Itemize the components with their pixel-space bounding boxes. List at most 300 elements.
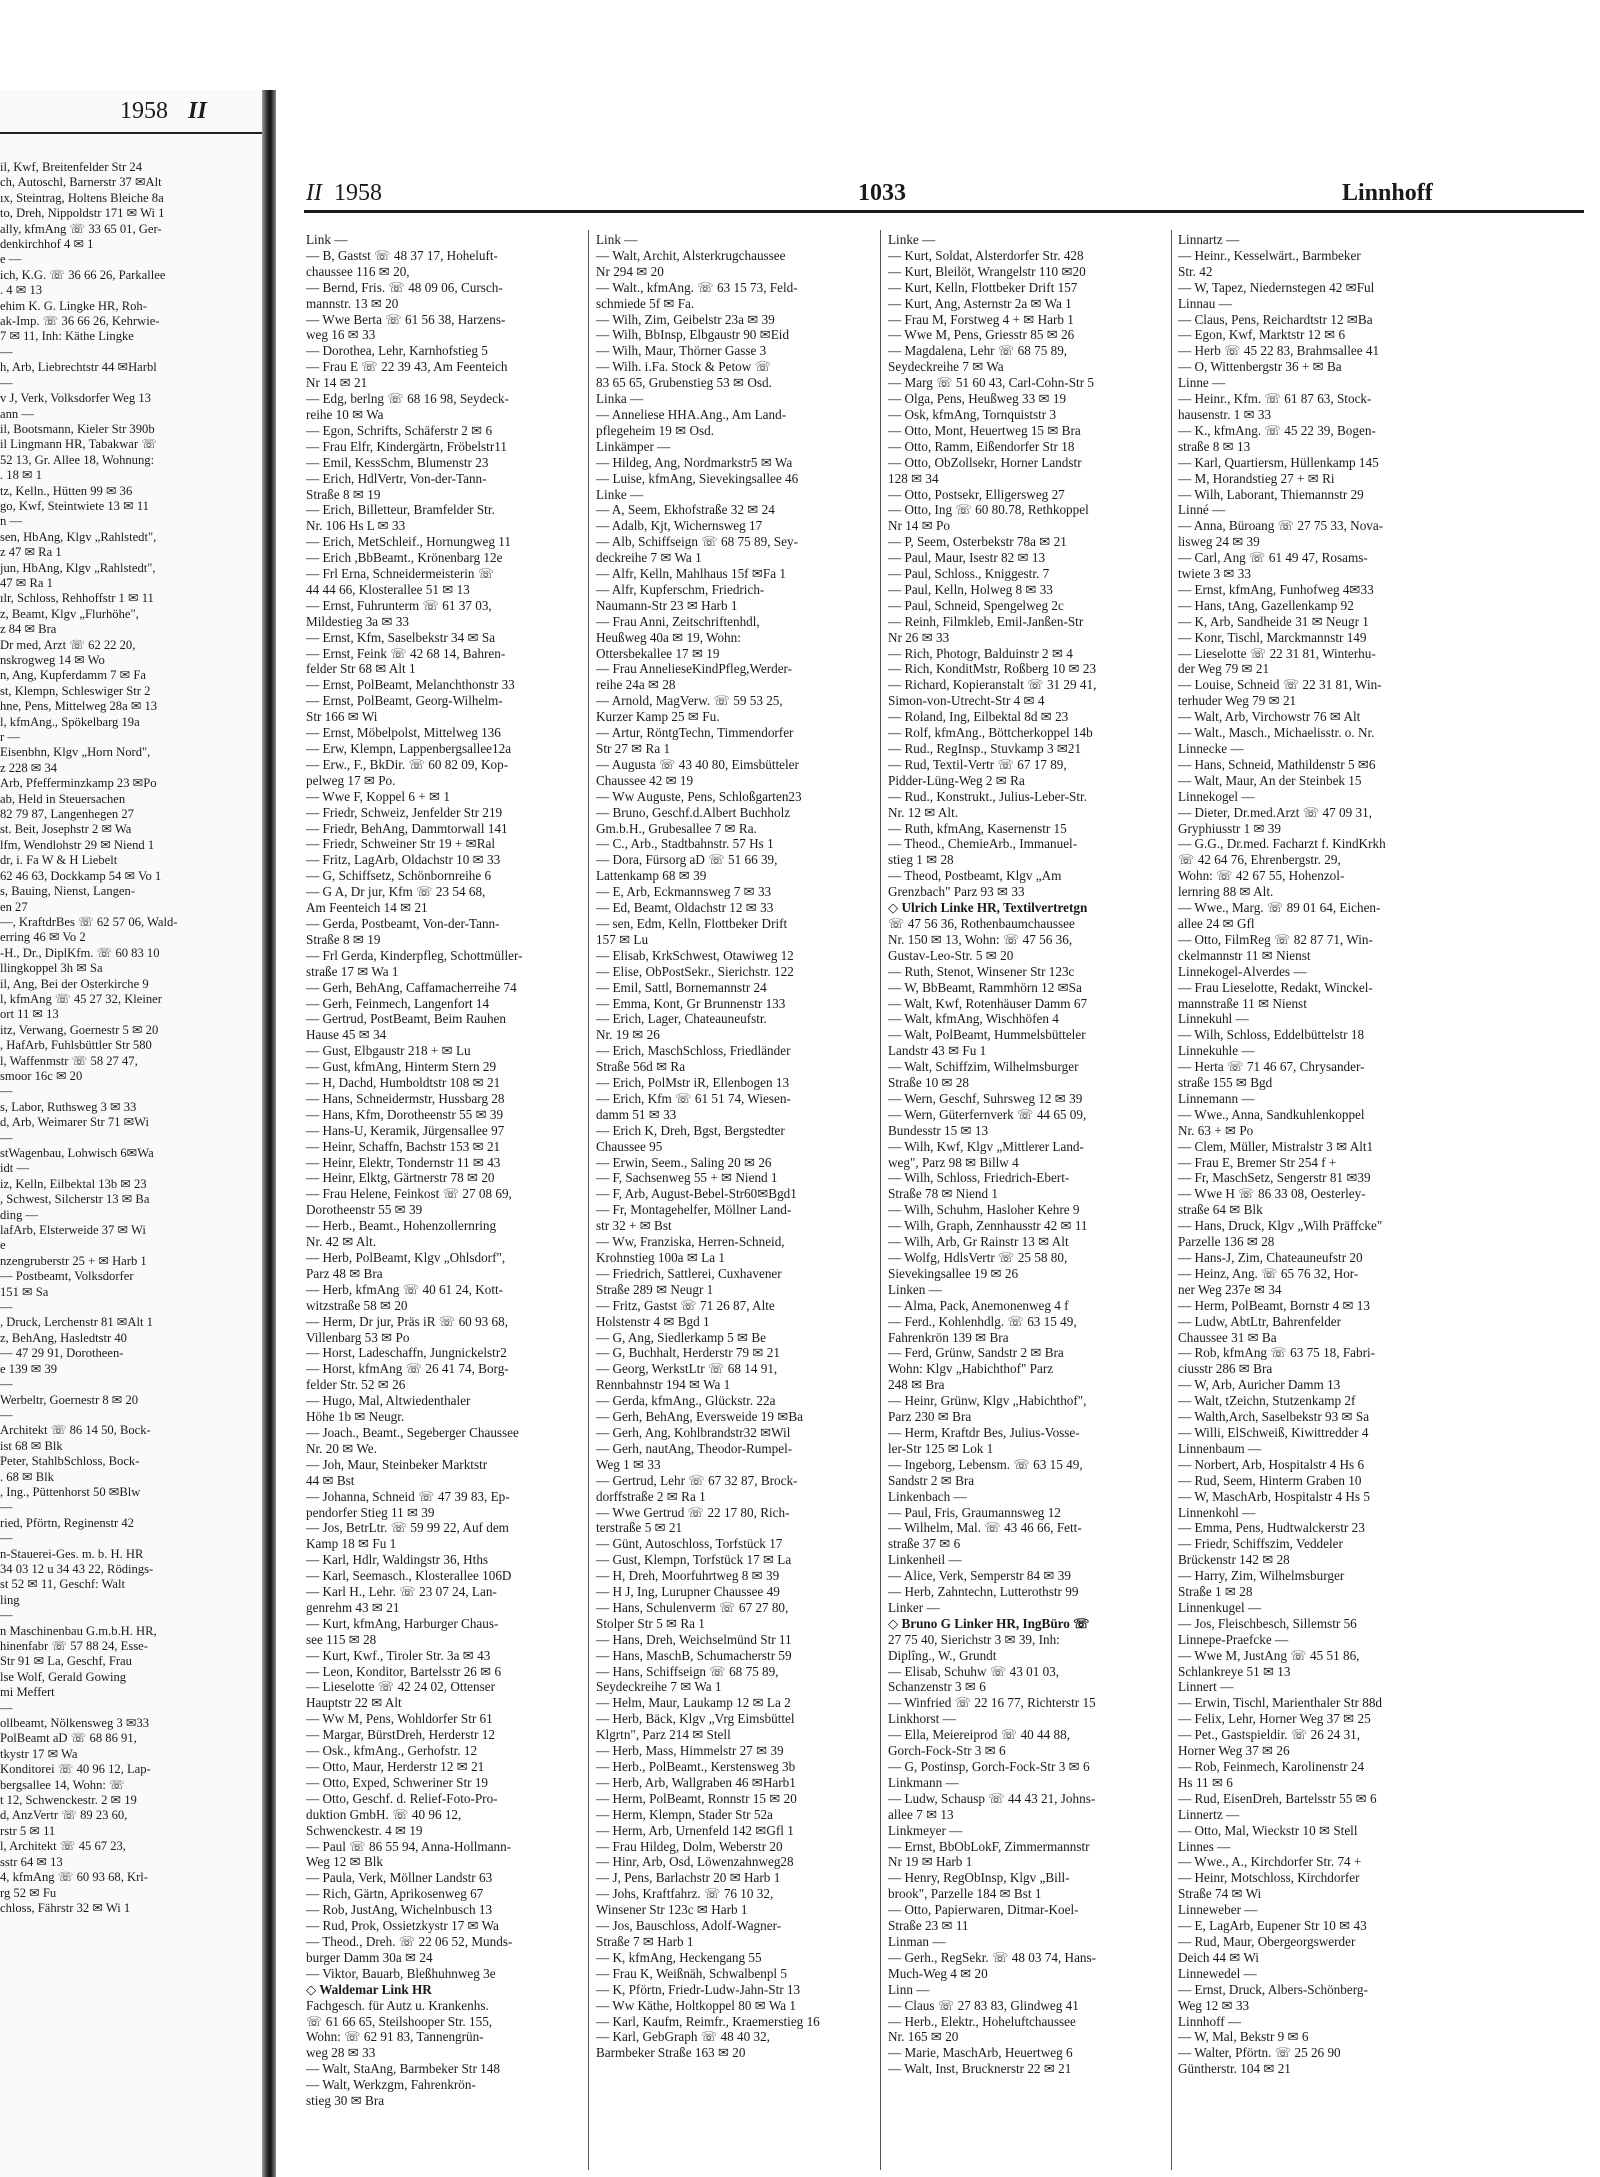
directory-entry: Gm.b.H., Grubesallee 7 ✉ Ra. — [596, 820, 757, 836]
directory-entry: — Heinr, Schaffn, Bachstr 153 ✉ 21 — [306, 1138, 501, 1154]
left-page-line: z 47 ✉ Ra 1 — [0, 545, 62, 560]
directory-entry: 248 ✉ Bra — [888, 1377, 945, 1393]
directory-entry: — Alfr, Kupferschm, Friedrich- — [596, 581, 765, 597]
left-page-line: —, KraftdrBes ☏ 62 57 06, Wald- — [0, 914, 178, 929]
directory-entry: — Bruno, Geschf.d.Albert Buchholz — [596, 804, 791, 820]
directory-column-1 — [306, 232, 581, 2109]
directory-entry: — H, Dreh, Moorfuhrtweg 8 ✉ 39 — [596, 1568, 780, 1584]
directory-entry: — Walt, tZeichn, Stutzenkamp 2f — [1178, 1393, 1356, 1409]
left-page-header — [120, 98, 207, 125]
surname-heading: Linkmann — — [888, 1774, 959, 1790]
directory-entry: — Ernst, Möbelpolst, Mittelweg 136 — [306, 725, 501, 741]
left-page-line: — — [0, 1608, 13, 1623]
directory-entry: 27 75 40, Sierichstr 3 ✉ 39, Inh: — [888, 1631, 1060, 1647]
directory-entry: felder Str. 52 ✉ 26 — [306, 1377, 406, 1393]
directory-entry: — G.G., Dr.med. Facharzt f. KindKrkh — [1178, 836, 1386, 852]
surname-heading: Link — — [306, 232, 348, 247]
directory-entry: — Gerh, Feinmech, Langenfort 14 — [306, 995, 490, 1011]
directory-entry: Höhe 1b ✉ Neugr. — [306, 1409, 405, 1425]
directory-entry: allee 7 ✉ 13 — [888, 1806, 954, 1822]
right-header-volume: II — [306, 180, 322, 206]
directory-entry: — Hans, Druck, Klgv „Wilh Präffcke" — [1178, 1218, 1383, 1234]
left-page-line: . 18 ✉ 1 — [0, 468, 43, 483]
directory-entry: — Fritz, LagArb, Oldachstr 10 ✉ 33 — [306, 852, 501, 868]
directory-entry: — Theod., ChemieArb., Immanuel- — [888, 836, 1078, 852]
directory-column-2 — [596, 232, 873, 2061]
directory-entry: — Wwe Gertrud ☏ 22 17 80, Rich- — [596, 1504, 790, 1520]
directory-entry: — Paula, Verk, Möllner Landstr 63 — [306, 1870, 493, 1886]
directory-entry: straße 8 ✉ 13 — [1178, 438, 1251, 454]
directory-entry: — Walt, Werkzgm, Fahrenkrön- — [306, 2077, 476, 2093]
surname-heading: Linnenbaum — — [1178, 1440, 1262, 1456]
left-page-line: hinenfabr ☏ 57 88 24, Esse- — [0, 1639, 148, 1653]
directory-entry: straße 17 ✉ Wa 1 — [306, 963, 399, 979]
directory-entry: — Elisab, Schuhw ☏ 43 01 03, — [888, 1663, 1060, 1679]
directory-entry: — Heinr, Elktg, Gärtnerstr 78 ✉ 20 — [306, 1170, 495, 1186]
directory-entry: — Herb, Zahntechn, Lutterothstr 99 — [888, 1584, 1079, 1600]
left-page-line: s, Bauing, Nienst, Langen- — [0, 884, 136, 899]
directory-entry: Rennbahnstr 194 ✉ Wa 1 — [596, 1377, 731, 1393]
directory-entry: — Günt, Autoschloss, Torfstück 17 — [596, 1536, 783, 1552]
column-divider — [1171, 230, 1172, 2170]
directory-entry: — Otto, Mont, Heuertweg 15 ✉ Bra — [888, 422, 1081, 438]
directory-entry: — Ernst, Druck, Albers-Schönberg- — [1178, 1981, 1368, 1997]
directory-entry: terhuder Weg 79 ✉ 21 — [1178, 693, 1297, 709]
directory-entry: — G A, Dr jur, Kfm ☏ 23 54 68, — [306, 884, 486, 900]
directory-entry: — Paul ☏ 86 55 94, Anna-Hollmann- — [306, 1838, 512, 1854]
directory-entry: — Roland, Ing, Eilbektal 8d ✉ 23 — [888, 709, 1069, 725]
directory-entry: Grenzbach" Parz 93 ✉ 33 — [888, 884, 1025, 900]
left-page-line: n Maschinenbau G.m.b.H. HR, — [0, 1623, 157, 1638]
directory-entry: — Willi, ElSchweiß, Kiwittredder 4 — [1178, 1424, 1369, 1440]
book-gutter — [262, 90, 276, 2177]
directory-entry: — Wilh, Arb, Gr Rainstr 13 ✉ Alt — [888, 1234, 1069, 1250]
directory-entry: — Olga, Pens, Heußweg 33 ✉ 19 — [888, 391, 1067, 407]
left-page-line: stWagenbau, Lohwisch 6✉Wa — [0, 1146, 154, 1160]
left-header-year: 1958 — [120, 98, 168, 124]
left-page-line: dr, i. Fa W & H Liebelt — [0, 853, 118, 868]
directory-entry: — Frau E ☏ 22 39 43, Am Feenteich — [306, 359, 508, 375]
left-page-line: Arb, Pfefferminzkamp 23 ✉Po — [0, 776, 157, 791]
left-page-line: st 52 ✉ 11, Geschf: Walt — [0, 1577, 125, 1592]
directory-entry: — Frau Lieselotte, Redakt, Winckel- — [1178, 979, 1373, 995]
directory-entry: — Leon, Konditor, Bartelsstr 26 ✉ 6 — [306, 1663, 502, 1679]
left-page-line: tkystr 17 ✉ Wa — [0, 1746, 78, 1761]
directory-entry: — Walt, Schiffzim, Wilhelmsburger — [888, 1059, 1079, 1075]
scan-margin-top — [0, 0, 1600, 90]
directory-entry: — Theod., Dreh. ☏ 22 06 52, Munds- — [306, 1933, 513, 1949]
surname-heading: Linnert — — [1178, 1679, 1234, 1695]
directory-entry: Wohn: Klgv „Habichthof" Parz — [888, 1361, 1054, 1377]
directory-entry: Holstenstr 4 ✉ Bgd 1 — [596, 1313, 710, 1329]
left-page-column — [0, 160, 258, 1916]
directory-entry: — G, Buchhalt, Herderstr 79 ✉ 21 — [596, 1345, 780, 1361]
directory-entry: Diplîng., W., Grundt — [888, 1647, 997, 1663]
left-page-line: d, AnzVertr ☏ 89 23 60, — [0, 1808, 128, 1823]
directory-entry: 44 44 66, Klosterallee 51 ✉ 13 — [306, 581, 470, 597]
directory-entry: — Ernst, PolBeamt, Melanchthonstr 33 — [306, 677, 515, 693]
left-page-line: chloss, Fährstr 32 ✉ Wi 1 — [0, 1900, 131, 1915]
directory-entry: Str 27 ✉ Ra 1 — [596, 741, 671, 756]
directory-entry: — Otto, ObZollsekr, Horner Landstr — [888, 454, 1082, 470]
directory-entry: reihe 24a ✉ 28 — [596, 677, 676, 693]
directory-entry: — Dorothea, Lehr, Karnhofstieg 5 — [306, 343, 488, 359]
left-page-line: 4, kfmAng ☏ 60 93 68, Krl- — [0, 1870, 148, 1885]
left-page-line: , Ing., Püttenhorst 50 ✉Blw — [0, 1484, 141, 1499]
directory-entry: 83 65 65, Grubenstieg 53 ✉ Osd. — [596, 375, 772, 391]
left-page-line: n — — [0, 514, 23, 529]
left-page-line: lfm, Wendlohstr 29 ✉ Niend 1 — [0, 837, 155, 852]
directory-entry: — Alice, Verk, Semperstr 84 ✉ 39 — [888, 1568, 1071, 1584]
directory-entry: Nr 14 ✉ 21 — [306, 375, 368, 391]
directory-entry: — Wilhelm, Mal. ☏ 43 46 66, Fett- — [888, 1520, 1082, 1536]
surname-heading: Linnekogel — — [1178, 788, 1255, 804]
directory-entry: Wohn: ☏ 42 67 55, Hohenzol- — [1178, 868, 1345, 884]
directory-entry: — Gust, kfmAng, Hinterm Stern 29 — [306, 1059, 497, 1075]
directory-entry: Barmbeker Straße 163 ✉ 20 — [596, 2045, 746, 2061]
directory-entry: see 115 ✉ 28 — [306, 1631, 377, 1647]
directory-entry: — Frau E, Bremer Str 254 f + — [1178, 1154, 1337, 1170]
directory-entry: — Kurt, Ang, Asternstr 2a ✉ Wa 1 — [888, 295, 1072, 311]
left-page-line: Konditorei ☏ 40 96 12, Lap- — [0, 1762, 151, 1777]
directory-entry: Heußweg 40a ✉ 19, Wohn: — [596, 629, 741, 645]
directory-entry: — W, MaschArb, Hospitalstr 4 Hs 5 — [1178, 1488, 1370, 1504]
directory-entry: — Walt, Maur, An der Steinbek 15 — [1178, 772, 1362, 788]
directory-entry: ler-Str 125 ✉ Lok 1 — [888, 1440, 994, 1456]
directory-entry: Straße 23 ✉ 11 — [888, 1918, 969, 1934]
directory-entry: — Rob, kfmAng ☏ 63 75 18, Fabri- — [1178, 1345, 1376, 1361]
left-page-line: ehim K. G. Lingke HR, Roh- — [0, 298, 147, 313]
directory-entry: deckreihe 7 ✉ Wa 1 — [596, 550, 702, 566]
left-page-line: l, kfmAng ☏ 45 27 32, Kleiner — [0, 991, 162, 1006]
column-divider — [880, 230, 881, 2170]
directory-entry: — Frau Helene, Feinkost ☏ 27 08 69, — [306, 1186, 512, 1202]
directory-entry: — Otto, Papierwaren, Ditmar-Koel- — [888, 1902, 1079, 1918]
directory-entry: — Karl, Hdlr, Waldingstr 36, Hths — [306, 1552, 489, 1568]
left-page-line: . 4 ✉ 13 — [0, 283, 43, 298]
page-number: 1033 — [858, 180, 906, 206]
directory-entry: — Herb., PolBeamt., Kerstensweg 3b — [596, 1759, 796, 1774]
directory-entry: — Gertrud, Lehr ☏ 67 32 87, Brock- — [596, 1472, 798, 1488]
directory-entry: — Rich, KonditMstr, Roßberg 10 ✉ 23 — [888, 661, 1097, 677]
directory-entry: — Ernst, PolBeamt, Georg-Wilhelm- — [306, 693, 503, 709]
directory-entry: Chaussee 95 — [596, 1138, 663, 1154]
directory-entry: — Herb, PolBeamt, Klgv „Ohlsdorf", — [306, 1250, 506, 1265]
directory-entry: — Ludw, Schausp ☏ 44 43 21, Johns- — [888, 1790, 1096, 1806]
directory-entry: — Wilh, Schuhm, Hasloher Kehre 9 — [888, 1202, 1080, 1218]
directory-entry: — Wilh, Zim, Geibelstr 23a ✉ 39 — [596, 311, 775, 327]
directory-entry: — Emil, KessSchm, Blumenstr 23 — [306, 454, 489, 470]
left-page-line: Peter, StahlbSchloss, Bock- — [0, 1454, 140, 1469]
directory-entry: — Hildeg, Ang, Nordmarkstr5 ✉ Wa — [596, 454, 793, 470]
directory-entry: — Otto, Geschf. d. Relief-Foto-Pro- — [306, 1790, 498, 1806]
directory-entry: — Fritz, Gastst ☏ 71 26 87, Alte — [596, 1297, 775, 1313]
left-page-line: itz, Verwang, Goernestr 5 ✉ 20 — [0, 1022, 159, 1037]
surname-heading: Linnekogel-Alverdes — — [1178, 963, 1307, 979]
left-page-line: il, Ang, Bei der Osterkirche 9 — [0, 976, 149, 991]
directory-entry: Nr 294 ✉ 20 — [596, 263, 664, 279]
left-page-line: sstr 64 ✉ 13 — [0, 1854, 63, 1869]
directory-entry: — Horst, kfmAng ☏ 26 41 74, Borg- — [306, 1361, 509, 1377]
left-header-volume: II — [188, 98, 207, 124]
left-page-line: n, Ang, Kupferdamm 7 ✉ Fa — [0, 668, 146, 683]
column-divider — [588, 230, 589, 2170]
left-page-line: idt — — [0, 1161, 30, 1176]
directory-entry: — Herm, Klempn, Stader Str 52a — [596, 1806, 773, 1822]
directory-entry: — Heinr., Kfm. ☏ 61 87 63, Stock- — [1178, 391, 1372, 407]
left-page-line: 52 13, Gr. Allee 18, Wohnung: — [0, 452, 155, 467]
directory-entry: — G, Postinsp, Gorch-Fock-Str 3 ✉ 6 — [888, 1759, 1090, 1774]
directory-entry: — Ferd., Kohlenhdlg. ☏ 63 15 49, — [888, 1313, 1077, 1329]
directory-entry: Nr. 20 ✉ We. — [306, 1440, 377, 1456]
directory-entry: Nr. 106 Hs L ✉ 33 — [306, 518, 406, 534]
directory-entry: Horner Weg 37 ✉ 26 — [1178, 1743, 1290, 1759]
directory-entry: — W, Mal, Bekstr 9 ✉ 6 — [1178, 2029, 1309, 2045]
left-page-line: — Postbeamt, Volksdorfer — [0, 1269, 134, 1284]
directory-entry: — sen, Edm, Kelln, Flottbeker Drift — [596, 915, 788, 931]
directory-column-3 — [888, 232, 1168, 2077]
directory-entry: — Paul, Schneid, Spengelweg 2c — [888, 597, 1064, 613]
directory-entry: — Reinh, Filmkleb, Emil-Janßen-Str — [888, 613, 1084, 629]
directory-entry: — Emma, Kont, Gr Brunnenstr 133 — [596, 995, 786, 1011]
running-head: Linnhoff — [1342, 180, 1433, 206]
directory-entry: — Osk, kfmAng, Tornquiststr 3 — [888, 406, 1057, 422]
directory-entry: Sievekingsallee 19 ✉ 26 — [888, 1265, 1019, 1281]
directory-entry: Landstr 43 ✉ Fu 1 — [888, 1043, 987, 1059]
left-page-line: z, BehAng, Hasledtstr 40 — [0, 1330, 127, 1345]
directory-entry: Parz 230 ✉ Bra — [888, 1409, 972, 1425]
directory-entry: — Kurt, Kelln, Flottbeker Drift 157 — [888, 279, 1078, 295]
left-page-line: n-Stauerei-Ges. m. b. H. HR — [0, 1546, 144, 1561]
directory-entry: — Paul, Schloss., Kniggestr. 7 — [888, 566, 1050, 582]
directory-entry: — Rud, EisenDreh, Bartelsstr 55 ✉ 6 — [1178, 1790, 1377, 1806]
directory-entry: — Herb, Mass, Himmelstr 27 ✉ 39 — [596, 1743, 784, 1759]
directory-entry: — Kurt, Kwf., Tiroler Str. 3a ✉ 43 — [306, 1647, 491, 1663]
directory-entry: — F, Arb, August-Bebel-Str60✉Bgd1 — [596, 1186, 797, 1202]
left-page-line: . 68 ✉ Blk — [0, 1469, 54, 1484]
directory-entry: ☏ 42 64 76, Ehrenbergstr. 29, — [1178, 852, 1341, 868]
surname-heading: Linnecke — — [1178, 741, 1244, 756]
directory-entry: — F, Sachsenweg 55 + ✉ Niend 1 — [596, 1170, 778, 1186]
left-page-line: , HafArb, Fuhlsbüttler Str 580 — [0, 1038, 152, 1053]
directory-entry: — Otto, Maur, Herderstr 12 ✉ 21 — [306, 1759, 485, 1774]
directory-entry: reihe 10 ✉ Wa — [306, 406, 384, 422]
directory-entry: — Luise, kfmAng, Sievekingsallee 46 — [596, 470, 799, 486]
directory-entry: — Friedrich, Sattlerei, Cuxhavener — [596, 1265, 782, 1281]
directory-entry: — Ferd, Grünw, Sandstr 2 ✉ Bra — [888, 1345, 1064, 1361]
surname-heading: Linnenkohl — — [1178, 1504, 1256, 1520]
directory-entry: — Friedr, Schiffszim, Veddeler — [1178, 1536, 1343, 1552]
directory-entry: — Herm, Dr jur, Präs iR ☏ 60 93 68, — [306, 1313, 509, 1329]
directory-entry: — Rud., RegInsp., Stuvkamp 3 ✉21 — [888, 741, 1082, 756]
directory-entry: straße 155 ✉ Bgd — [1178, 1075, 1273, 1091]
directory-entry: Simon-von-Utrecht-Str 4 ✉ 4 — [888, 693, 1045, 709]
directory-entry: — E, LagArb, Eupener Str 10 ✉ 43 — [1178, 1918, 1367, 1934]
directory-entry: — Magdalena, Lehr ☏ 68 75 89, — [888, 343, 1068, 359]
directory-entry: — Walt, kfmAng, Wischhöfen 4 — [888, 1011, 1059, 1027]
directory-entry: straße 37 ✉ 6 — [888, 1536, 961, 1552]
directory-entry: — Jos, BetrLtr. ☏ 59 99 22, Auf dem — [306, 1520, 509, 1536]
directory-entry: — Augusta ☏ 43 40 80, Eimsbütteler — [596, 756, 799, 772]
directory-entry: Nr. 42 ✉ Alt. — [306, 1234, 377, 1250]
directory-entry: — Wwe M, Pens, Griesstr 85 ✉ 26 — [888, 327, 1075, 343]
directory-entry: — Egon, Schrifts, Schäferstr 2 ✉ 6 — [306, 422, 493, 438]
directory-entry: straße 64 ✉ Blk — [1178, 1202, 1263, 1218]
directory-entry: — Horst, Ladeschaffn, Jungnickelstr2 — [306, 1345, 507, 1361]
directory-entry: — Ruth, kfmAng, Kasernenstr 15 — [888, 820, 1067, 836]
directory-column-4 — [1178, 232, 1458, 2077]
directory-entry: Schlankreye 51 ✉ 13 — [1178, 1663, 1291, 1679]
directory-entry: weg 28 ✉ 33 — [306, 2045, 376, 2061]
directory-entry: — Ww Käthe, Holtkoppel 80 ✉ Wa 1 — [596, 1997, 796, 2013]
directory-entry: — Walt., Masch., Michaelisstr. o. Nr. — [1178, 725, 1375, 741]
directory-entry: — Ww M, Pens, Wohldorfer Str 61 — [306, 1711, 493, 1727]
surname-heading: Linnewedel — — [1178, 1965, 1257, 1981]
left-page-line: — 47 29 91, Dorotheen- — [0, 1346, 124, 1361]
directory-entry: — Ernst, Fuhrunterm ☏ 61 37 03, — [306, 597, 492, 613]
directory-entry: Weg 12 ✉ 33 — [1178, 1997, 1250, 2013]
surname-heading: Linman — — [888, 1933, 946, 1949]
surname-heading: Linkhorst — — [888, 1711, 956, 1727]
directory-entry: lernring 88 ✉ Alt. — [1178, 884, 1274, 900]
directory-entry: Nr. 19 ✉ 26 — [596, 1027, 660, 1043]
directory-entry: — Gerh, nautAng, Theodor-Rumpel- — [596, 1440, 793, 1456]
directory-entry: — Ella, Meiereiprod ☏ 40 44 88, — [888, 1727, 1071, 1743]
left-page-line: v J, Verk, Volksdorfer Weg 13 — [0, 391, 151, 406]
directory-entry: — Rud, Textil-Vertr ☏ 67 17 89, — [888, 756, 1067, 772]
directory-entry: — K, Pförtn, Friedr-Ludw-Jahn-Str 13 — [596, 1981, 801, 1997]
left-page-line: t 12, Schwenckestr. 2 ✉ 19 — [0, 1793, 137, 1808]
left-page-line: mi Meffert — [0, 1685, 55, 1700]
directory-entry: pendorfer Stieg 11 ✉ 39 — [306, 1504, 435, 1520]
left-page-line: Str 91 ✉ La, Geschf, Frau — [0, 1654, 132, 1669]
directory-entry: — Hans-U, Keramik, Jürgensallee 97 — [306, 1122, 505, 1138]
directory-entry: — Wwe., A., Kirchdorfer Str. 74 + — [1178, 1854, 1362, 1870]
directory-entry: — Ww Auguste, Pens, Schloßgarten23 — [596, 788, 802, 804]
surname-heading: Linkenheil — — [888, 1552, 962, 1568]
directory-entry: — Heinr, Elektr, Tondernstr 11 ✉ 43 — [306, 1154, 501, 1170]
directory-entry: Straße 289 ✉ Neugr 1 — [596, 1281, 714, 1297]
left-page-line: nzengruberstr 25 + ✉ Harb 1 — [0, 1253, 147, 1268]
left-page-line: rstr 5 ✉ 11 — [0, 1823, 56, 1838]
directory-entry: Brückenstr 142 ✉ 28 — [1178, 1552, 1290, 1568]
directory-entry: — Wwe Berta ☏ 61 56 38, Harzens- — [306, 311, 506, 327]
directory-entry: — Wilh. i.Fa. Stock & Petow ☏ — [596, 359, 772, 375]
directory-entry: — Elise, ObPostSekr., Sierichstr. 122 — [596, 963, 794, 979]
directory-entry: — Hugo, Mal, Altwiedenthaler — [306, 1393, 471, 1409]
left-page-line: il, Bootsmann, Kieler Str 390b — [0, 421, 155, 436]
directory-entry: duktion GmbH. ☏ 40 96 12, — [306, 1806, 462, 1822]
directory-entry: — Theod, Postbeamt, Klgv „Am — [888, 868, 1062, 884]
left-page-line: l, Architekt ☏ 45 67 23, — [0, 1839, 126, 1854]
directory-entry: — G, Ang, Siedlerkamp 5 ✉ Be — [596, 1329, 767, 1345]
directory-entry: — Kurt, Soldat, Alsterdorfer Str. 428 — [888, 247, 1084, 263]
left-page-line: ally, kfmAng ☏ 33 65 01, Ger- — [0, 221, 162, 236]
directory-entry: mannstr. 13 ✉ 20 — [306, 295, 399, 311]
directory-entry: — Karl, GebGraph ☏ 48 40 32, — [596, 2029, 770, 2045]
directory-entry: — Gust, Elbgaustr 218 + ✉ Lu — [306, 1043, 471, 1059]
directory-entry: — Herb, kfmAng ☏ 40 61 24, Kott- — [306, 1281, 504, 1297]
right-page — [276, 90, 1600, 2177]
surname-heading: Linker — — [888, 1599, 940, 1615]
directory-entry: Straße 74 ✉ Wi — [1178, 1886, 1262, 1902]
directory-entry: Nr 19 ✉ Harb 1 — [888, 1854, 973, 1870]
left-page-line: ort 11 ✉ 13 — [0, 1007, 59, 1022]
directory-entry: Kamp 18 ✉ Fu 1 — [306, 1536, 397, 1552]
directory-entry: schmiede 5f ✉ Fa. — [596, 295, 695, 311]
left-page-line: z 84 ✉ Bra — [0, 622, 57, 637]
surname-heading: Linnemann — — [1178, 1090, 1255, 1106]
directory-entry: — Wilh, Graph, Zennhausstr 42 ✉ 11 — [888, 1218, 1088, 1234]
directory-entry: — Frau AnnelieseKindPfleg,Werder- — [596, 661, 793, 677]
surname-heading: Linke — — [888, 232, 936, 247]
directory-entry: — Anneliese HHA.Ang., Am Land- — [596, 406, 787, 422]
left-page-line: ılr, Schloss, Rehhoffstr 1 ✉ 11 — [0, 591, 154, 606]
left-page-line: , Schwest, Silcherstr 13 ✉ Ba — [0, 1192, 150, 1207]
directory-entry: Gorch-Fock-Str 3 ✉ 6 — [888, 1743, 1006, 1759]
directory-entry: 44 ✉ Bst — [306, 1472, 355, 1488]
directory-entry: — Wern, Güterfernverk ☏ 44 65 09, — [888, 1106, 1087, 1122]
left-page-line: — — [0, 375, 13, 390]
surname-heading: Linken — — [888, 1281, 942, 1297]
directory-entry: — Hans, Schneid, Mathildenstr 5 ✉6 — [1178, 756, 1376, 772]
directory-entry: — Wilh, Kwf, Klgv „Mittlerer Land- — [888, 1138, 1084, 1154]
directory-entry: ckelmannstr 11 ✉ Nienst — [1178, 947, 1311, 963]
directory-entry: — Karl, Kaufm, Reimfr., Kraemerstieg 16 — [596, 2013, 820, 2029]
directory-entry: Dorotheenstr 55 ✉ 39 — [306, 1202, 423, 1218]
directory-entry: — Hans, Schulenverm ☏ 67 27 80, — [596, 1599, 789, 1615]
directory-entry: — Rud, Seem, Hinterm Graben 10 — [1178, 1472, 1362, 1488]
surname-heading: Linkämper — — [596, 438, 671, 454]
directory-entry: Villenbarg 53 ✉ Po — [306, 1329, 410, 1345]
directory-entry: Güntherstr. 104 ✉ 21 — [1178, 2061, 1291, 2077]
directory-entry: — Gertrud, PostBeamt, Beim Rauhen — [306, 1011, 506, 1027]
left-page-line: — — [0, 1084, 13, 1099]
directory-entry: genrehm 43 ✉ 21 — [306, 1599, 400, 1615]
directory-entry: — Ww, Franziska, Herren-Schneid, — [596, 1234, 785, 1250]
directory-entry: ◇ Bruno G Linker HR, IngBüro ☏ — [888, 1615, 1090, 1631]
directory-entry: Straße 56d ✉ Ra — [596, 1059, 686, 1075]
surname-heading: Linnenkugel — — [1178, 1599, 1262, 1615]
directory-entry: — Frl Erna, Schneidermeisterin ☏ — [306, 566, 495, 582]
left-page-line: denkirchhof 4 ✉ 1 — [0, 237, 94, 252]
left-page-line: smoor 16c ✉ 20 — [0, 1068, 83, 1083]
directory-entry: — P, Seem, Osterbekstr 78a ✉ 21 — [888, 534, 1067, 550]
directory-entry: — Johs, Kraftfahrz. ☏ 76 10 32, — [596, 1886, 774, 1902]
directory-entry: str 32 + ✉ Bst — [596, 1218, 672, 1234]
directory-entry: — Wwe F, Koppel 6 + ✉ 1 — [306, 788, 450, 804]
directory-entry: — C., Arb., Stadtbahnstr. 57 Hs 1 — [596, 836, 774, 852]
surname-heading: Linka — — [596, 391, 644, 407]
left-page-line: — — [0, 1377, 13, 1392]
left-page-line: e — [0, 1238, 6, 1253]
directory-entry: — Pet., Gastspieldir. ☏ 26 24 31, — [1178, 1727, 1361, 1743]
directory-entry: — Gerda, Postbeamt, Von-der-Tann- — [306, 915, 500, 931]
directory-entry: Str. 42 — [1178, 263, 1213, 279]
directory-entry: burger Damm 30a ✉ 24 — [306, 1949, 433, 1965]
left-page-line: rg 52 ✉ Fu — [0, 1885, 57, 1900]
directory-entry: — Frl Gerda, Kinderpfleg, Schottmüller- — [306, 947, 523, 963]
directory-entry: pelweg 17 ✉ Po. — [306, 772, 396, 788]
directory-entry: damm 51 ✉ 33 — [596, 1106, 677, 1122]
directory-entry: — A, Seem, Ekhofstraße 32 ✉ 24 — [596, 502, 775, 518]
directory-entry: Straße 8 ✉ 19 — [306, 931, 381, 947]
directory-entry: — Herta ☏ 71 46 67, Chrysander- — [1178, 1059, 1365, 1075]
directory-entry: — Carl, Ang ☏ 61 49 47, Rosams- — [1178, 550, 1368, 566]
directory-entry: Much-Weg 4 ✉ 20 — [888, 1965, 988, 1981]
directory-entry: — Erwin, Seem., Saling 20 ✉ 26 — [596, 1154, 772, 1170]
left-page-line: 7 ✉ 11, Inh: Käthe Lingke — [0, 329, 134, 344]
